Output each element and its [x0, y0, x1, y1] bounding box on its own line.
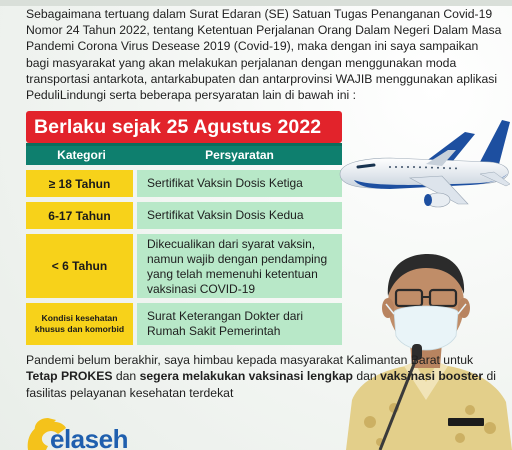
- airplane-illustration: [330, 112, 512, 222]
- row-category: ≥ 18 Tahun: [26, 170, 133, 197]
- closing-emphasis-vaksinasi: segera melakukan vaksinasi lengkap: [139, 369, 353, 384]
- row-category: < 6 Tahun: [26, 234, 133, 298]
- closing-emphasis-prokes: Tetap PROKES: [26, 369, 113, 384]
- table-row: [26, 170, 342, 197]
- closing-text: dan: [112, 369, 140, 384]
- closing-text: dan: [352, 369, 381, 384]
- closing-emphasis-booster: vaksinasi booster: [380, 369, 484, 384]
- closing-text: Pandemi belum berakhir, saya himbau kepada masyarakat Kalimantan Barat untuk: [26, 353, 474, 367]
- row-category: 6-17 Tahun: [26, 202, 133, 229]
- header-persyaratan: Persyaratan: [205, 148, 274, 162]
- table-row: [26, 202, 342, 229]
- header-kategori: Kategori: [57, 148, 106, 162]
- table-row: [26, 303, 342, 345]
- row-requirement: Sertifikat Vaksin Dosis Ketiga: [137, 170, 342, 197]
- table-header: [26, 143, 342, 165]
- campaign-logo-text: elaseh: [50, 424, 128, 450]
- row-requirement: Dikecualikan dari syarat vaksin, namun wajib dengan pendamping yang telah memenuhi ketentuan vaksinasi COVID-19: [137, 234, 342, 298]
- requirements-table: [26, 143, 342, 345]
- row-requirement: Surat Keterangan Dokter dari Rumah Sakit Pemerintah: [137, 303, 342, 345]
- row-requirement: Sertifikat Vaksin Dosis Kedua: [137, 202, 342, 229]
- closing-paragraph: [26, 352, 502, 401]
- table-row: [26, 234, 342, 298]
- effective-date-banner: Berlaku sejak 25 Agustus 2022: [26, 111, 342, 143]
- intro-paragraph: Sebagaimana tertuang dalam Surat Edaran (SE) Satuan Tugas Penanganan Covid-19 Nomor 24 Tahun 2022, tentang Ketentuan Perjalanan Orang Dalam Negeri Dalam Masa Pandemi Corona Virus Desease 2019 (Covid-19), maka dengan ini saya sampaikan bagi masyarakat yang akan melakukan perjalanan dengan menggunakan moda transportasi antarkota, antarkabupaten dan antarprovinsi WAJIB menggunakan aplikasi PeduliLindungi serta beberapa persyaratan lain di bawah ini :: [26, 7, 502, 103]
- official-portrait: [340, 232, 512, 450]
- closing-text: di fasilitas pelayanan kesehatan terdekat: [26, 369, 496, 400]
- row-category: Kondisi kesehatan khusus dan komorbid: [26, 303, 133, 345]
